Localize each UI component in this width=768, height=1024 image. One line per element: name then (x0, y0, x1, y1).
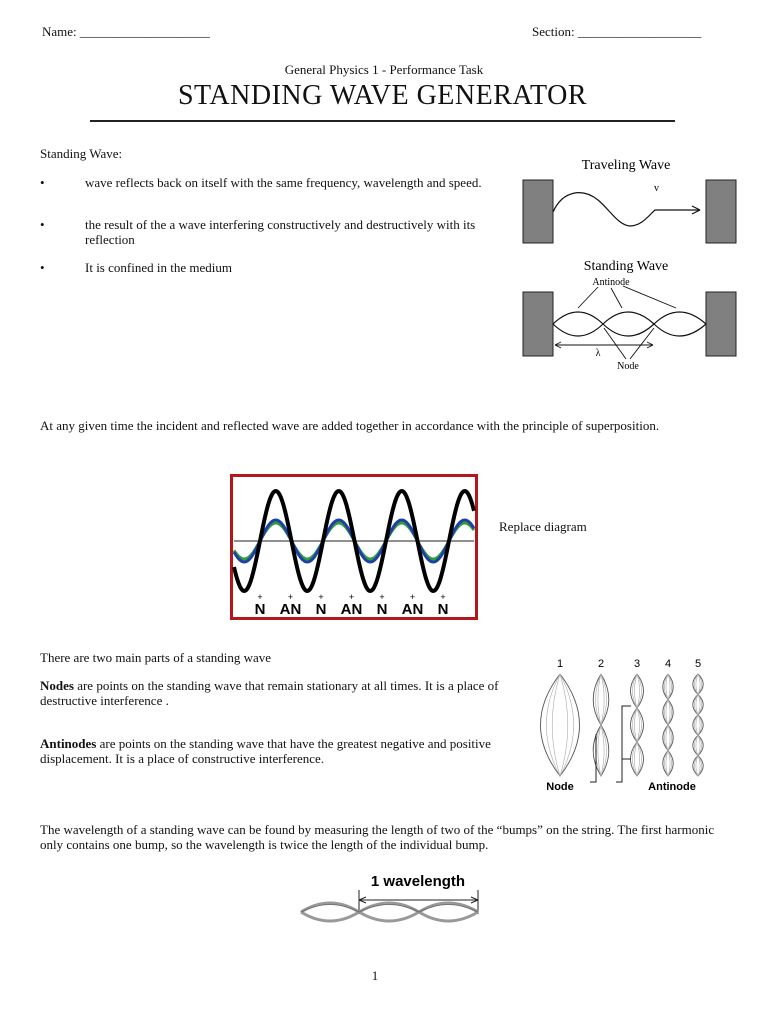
harmonic-loop (696, 715, 700, 735)
replace-diagram-note: Replace diagram (499, 519, 587, 534)
harmonic-loop (634, 708, 639, 742)
harmonic-loop (696, 694, 700, 714)
wavelength-paragraph: The wavelength of a standing wave can be found by measuring the length of two of the “bumps” on the string. The first harmonic only contains one bump, so the wavelength is twice the length of the individual bump. (40, 822, 715, 852)
wavelength-arrow (359, 897, 478, 903)
node-tick: + (379, 592, 385, 602)
harmonic-loop (598, 725, 604, 776)
svg-text:v: v (654, 183, 659, 194)
node-label: N (437, 601, 449, 618)
standing-wave-lower (553, 324, 706, 336)
harmonic-loop (634, 742, 639, 776)
node-label: AN (279, 601, 302, 618)
right-wall (706, 180, 736, 243)
node-label: N (315, 601, 327, 618)
harmonic-loop (666, 674, 670, 700)
title-underline (90, 120, 675, 122)
bullet-marker: • (40, 175, 45, 190)
harmonic-number: 4 (664, 658, 672, 670)
lambda-arrow (555, 342, 653, 348)
harmonics-figure (530, 652, 720, 802)
node-caption: Node (546, 781, 574, 793)
standing-wave-title: Standing Wave (583, 259, 669, 274)
antinode-pointers (578, 286, 676, 308)
node-label: AN (340, 601, 363, 618)
harmonic-loop (696, 756, 700, 776)
nodes-term: Nodes (40, 678, 74, 693)
page-number: 1 (371, 968, 379, 983)
wavelength-figure (296, 866, 488, 926)
harmonic-number: 1 (556, 658, 564, 670)
harmonic-number: 3 (633, 658, 641, 670)
harmonic-loop (598, 674, 604, 725)
document-title: STANDING WAVE GENERATOR (177, 80, 588, 111)
harmonic-loop (696, 674, 700, 694)
harmonic-loop (666, 751, 670, 777)
string-lower (301, 912, 478, 921)
harmonic-loop (552, 674, 568, 776)
harmonic-loop (696, 735, 700, 755)
right-wall (706, 292, 736, 356)
left-wall (523, 180, 553, 243)
traveling-standing-wave-figure (518, 150, 748, 375)
antinodes-text: are points on the standing wave that have the greatest negative and positive displacement. It is a place of constructive interference. (40, 736, 491, 766)
nodes-definition (40, 678, 525, 708)
node-label: AN (401, 601, 424, 618)
node-label: N (254, 601, 266, 618)
harmonic-loop (666, 725, 670, 751)
left-wall (523, 292, 553, 356)
section-field-label: Section: ___________________ (532, 24, 702, 39)
bullet-text: the result of the a wave interfering constructively and destructively with its reflection (85, 217, 476, 247)
label-connectors (590, 706, 631, 782)
harmonic-loop (634, 674, 639, 708)
antinodes-definition (40, 736, 525, 766)
node-tick: + (440, 592, 446, 602)
wavelength-label: 1 wavelength (370, 873, 466, 890)
nodes-text: are points on the standing wave that remain stationary at all times. It is a place of destructive interference . (40, 678, 499, 708)
node-tick: + (409, 592, 416, 602)
node-tick: + (287, 592, 294, 602)
traveling-wave-title: Traveling Wave (581, 158, 671, 173)
antinode-label: Antinode (592, 277, 630, 288)
harmonic-number: 2 (597, 658, 605, 670)
bullet-text: wave reflects back on itself with the same frequency, wavelength and speed. (85, 175, 482, 190)
name-field-label: Name: ____________________ (42, 24, 210, 39)
harmonic-loop (666, 700, 670, 726)
lambda-label: λ (595, 348, 601, 359)
traveling-wave-line (553, 193, 700, 226)
node-tick: + (318, 592, 324, 602)
antinodes-term: Antinodes (40, 736, 97, 751)
bullet-marker: • (40, 217, 45, 232)
parts-intro: There are two main parts of a standing wave (40, 650, 272, 665)
standing-wave-upper (553, 312, 706, 324)
bullet-text: It is confined in the medium (85, 260, 232, 275)
harmonic-number: 5 (694, 658, 702, 670)
node-tick: + (348, 592, 355, 602)
bullet-marker: • (40, 260, 45, 275)
document-subtitle: General Physics 1 - Performance Task (284, 62, 484, 77)
node-label: N (376, 601, 388, 618)
node-tick: + (257, 592, 263, 602)
antinode-caption: Antinode (648, 781, 696, 793)
standing-wave-heading: Standing Wave: (40, 146, 123, 161)
node-label: Node (617, 361, 639, 372)
superposition-paragraph: At any given time the incident and reflected wave are added together in accordance with the principle of superposition. (40, 418, 660, 433)
node-pointers (604, 328, 654, 359)
superposition-diagram (230, 474, 480, 622)
